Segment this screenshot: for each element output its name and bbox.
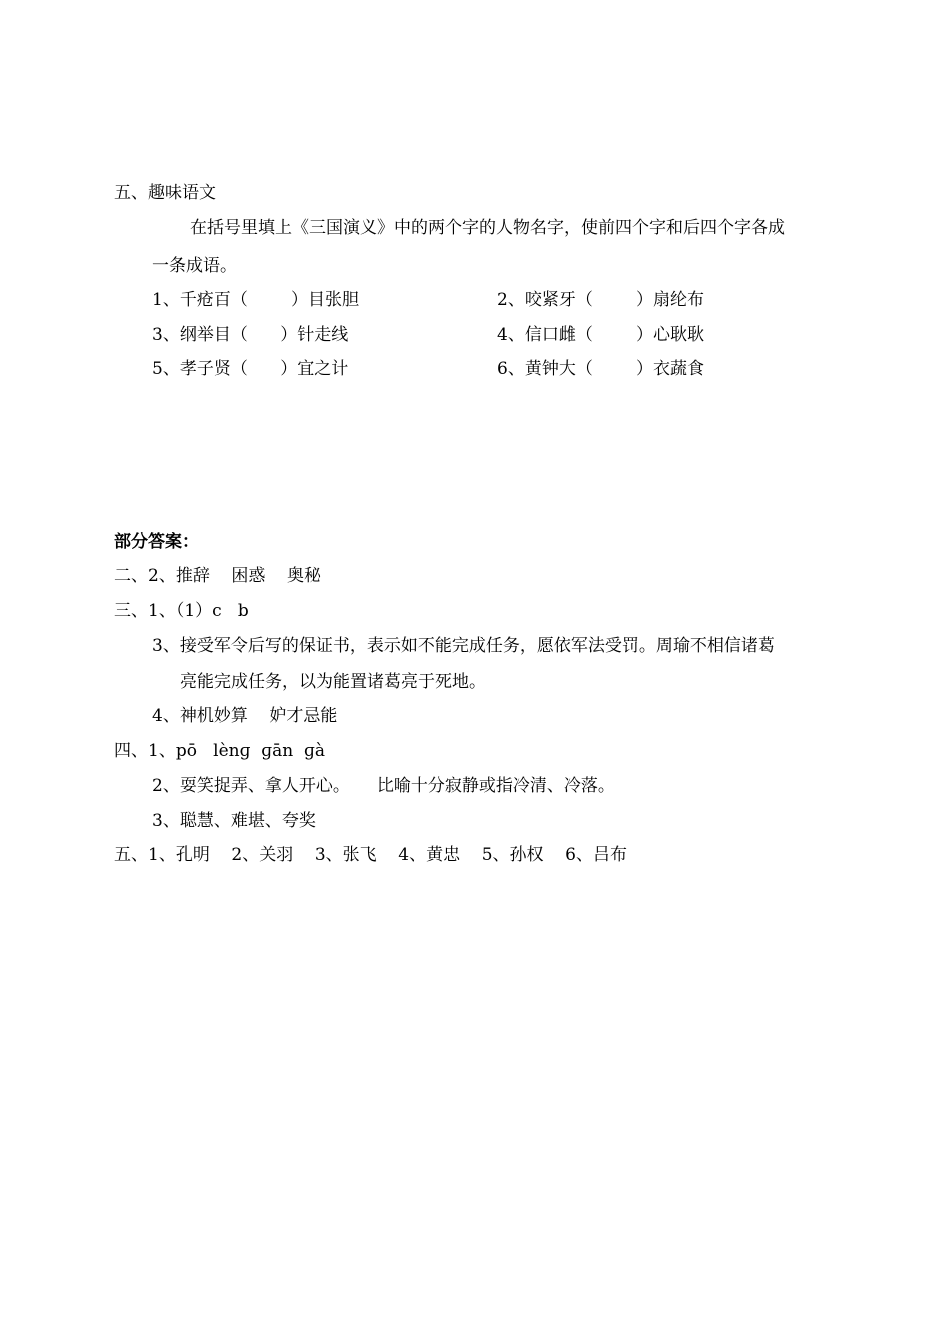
answer-line-4-2: 2、耍笑捉弄、拿人开心。 比喻十分寂静或指冷清、冷落。 [152, 776, 615, 796]
instruction-line-1: 在括号里填上《三国演义》中的两个字的人物名字，使前四个字和后四个字各成 [190, 218, 785, 238]
answer-line-4-3: 3、聪慧、难堪、夸奖 [152, 811, 316, 831]
answer-line-5: 五、1、孔明 2、关羽 3、张飞 4、黄忠 5、孙权 6、吕布 [114, 845, 627, 865]
section-five-heading: 五、趣味语文 [114, 183, 216, 203]
answer-line-3-1: 三、1、（1）c b [114, 601, 249, 621]
idiom-item-1: 1、千疮百（ ）目张胆 [152, 290, 360, 310]
instruction-line-2: 一条成语。 [152, 256, 237, 276]
idiom-item-2: 2、咬紧牙（ ）扇纶布 [497, 290, 705, 310]
answer-line-3-3b: 亮能完成任务，以为能置诸葛亮于死地。 [180, 672, 486, 692]
answer-line-3-3a: 3、接受军令后写的保证书，表示如不能完成任务，愿依军法受罚。周瑜不相信诸葛 [152, 636, 775, 656]
answer-line-4-1: 四、1、pō lènɡ ɡān ɡà [114, 741, 326, 761]
answer-line-2: 二、2、推辞 困惑 奥秘 [114, 566, 322, 586]
idiom-item-6: 6、黄钟大（ ）衣蔬食 [497, 359, 705, 379]
answers-heading: 部分答案： [114, 532, 199, 552]
idiom-item-4: 4、信口雌（ ）心耿耿 [497, 325, 705, 345]
idiom-item-5: 5、孝子贤（ ）宜之计 [152, 359, 349, 379]
idiom-item-3: 3、纲举目（ ）针走线 [152, 325, 349, 345]
answer-line-3-4: 4、神机妙算 妒才忌能 [152, 706, 338, 726]
